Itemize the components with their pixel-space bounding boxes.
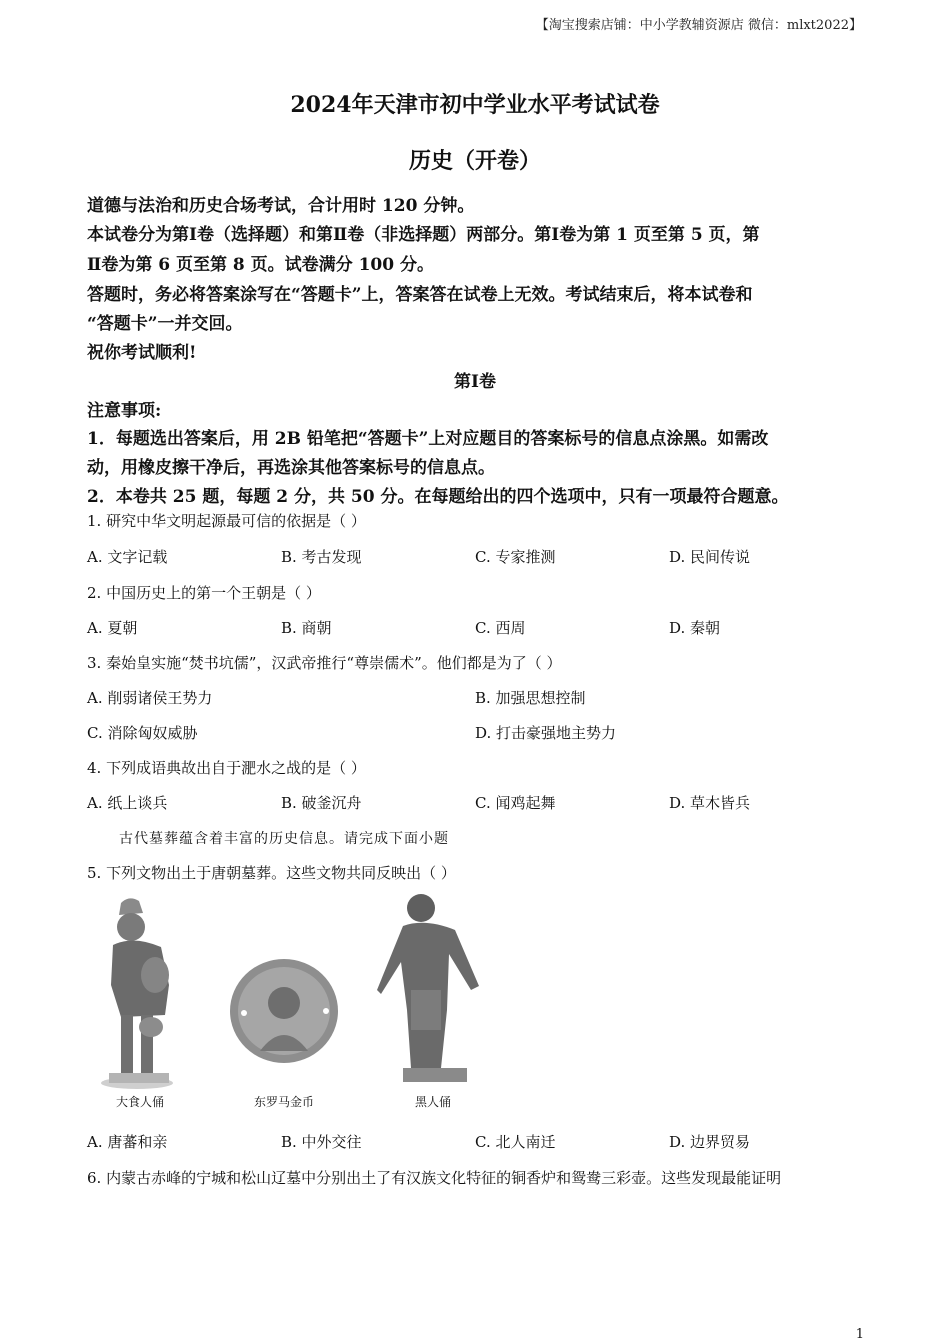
notes-title: 注意事项: <box>87 401 162 421</box>
question-2-stem: 2. 中国历史上的第一个王朝是（ ） <box>87 584 321 602</box>
option-c: C. 西周 <box>475 619 526 637</box>
note-line: 2．本卷共 25 题，每题 2 分，共 50 分。在每题给出的四个选项中，只有一项最符合题意。 <box>87 487 789 507</box>
byzantine-coin-image <box>228 955 340 1067</box>
note-line: 动，用橡皮擦干净后，再选涂其他答案标号的信息点。 <box>87 458 495 478</box>
note-line: 1．每题选出答案后，用 2B 铅笔把“答题卡”上对应题目的答案标号的信息点涂黑。如需改 <box>87 429 769 449</box>
option-b: B. 商朝 <box>281 619 332 637</box>
option-b: B. 加强思想控制 <box>475 689 586 707</box>
option-a: A. 文字记载 <box>87 548 168 566</box>
option-a: A. 唐蕃和亲 <box>87 1133 168 1151</box>
figure-caption: 大食人俑 <box>115 1095 164 1109</box>
option-d: D. 草木皆兵 <box>669 794 751 812</box>
question-1-stem: 1. 研究中华文明起源最可信的依据是（ ） <box>87 512 366 530</box>
header-note: 【淘宝搜索店铺：中小学教辅资源店 微信：mlxt2022】 <box>535 18 862 33</box>
figure-caption: 东罗马金币 <box>253 1095 314 1109</box>
question-3-stem: 3. 秦始皇实施“焚书坑儒”，汉武帝推行“尊崇儒术”。他们都是为了（ ） <box>87 654 562 672</box>
option-d: D. 秦朝 <box>669 619 721 637</box>
page-subtitle: 历史（开卷） <box>408 148 541 174</box>
intro-line: 答题时，务必将答案涂写在“答题卡”上，答案答在试卷上无效。考试结束后，将本试卷和 <box>87 285 753 305</box>
option-c: C. 消除匈奴威胁 <box>87 724 198 742</box>
option-b: B. 考古发现 <box>281 548 362 566</box>
option-a: A. 夏朝 <box>87 619 138 637</box>
page-title: 2024年天津市初中学业水平考试试卷 <box>290 92 660 118</box>
intro-line: Ⅱ卷为第 6 页至第 8 页。试卷满分 100 分。 <box>87 255 434 275</box>
option-a: A. 纸上谈兵 <box>87 794 168 812</box>
black-figurine-image <box>375 890 485 1085</box>
section-title: 第Ⅰ卷 <box>454 372 496 392</box>
group-intro: 古代墓葬蕴含着丰富的历史信息。请完成下面小题 <box>119 831 449 847</box>
option-b: B. 中外交往 <box>281 1133 362 1151</box>
option-c: C. 专家推测 <box>475 548 556 566</box>
option-c: C. 闻鸡起舞 <box>475 794 556 812</box>
question-4-stem: 4. 下列成语典故出自于淝水之战的是（ ） <box>87 759 366 777</box>
question-6-stem: 6. 内蒙古赤峰的宁城和松山辽墓中分别出土了有汉族文化特征的铜香炉和鸳鸯三彩壶。这些发现最能证明 <box>87 1169 782 1187</box>
option-c: C. 北人南迁 <box>475 1133 556 1151</box>
figure-caption: 黑人俑 <box>414 1095 451 1109</box>
option-d: D. 打击豪强地主势力 <box>475 724 617 742</box>
option-d: D. 民间传说 <box>669 548 751 566</box>
intro-line: 祝你考试顺利! <box>87 343 197 363</box>
page-number: 1 <box>855 1327 864 1342</box>
intro-line: 本试卷分为第Ⅰ卷（选择题）和第Ⅱ卷（非选择题）两部分。第Ⅰ卷为第 1 页至第 5 页，第 <box>87 225 760 245</box>
intro-line: “答题卡”一并交回。 <box>87 314 243 334</box>
option-a: A. 削弱诸侯王势力 <box>87 689 213 707</box>
option-b: B. 破釜沉舟 <box>281 794 362 812</box>
intro-line: 道德与法治和历史合场考试，合计用时 120 分钟。 <box>87 196 475 216</box>
dashi-figurine-image <box>95 895 185 1090</box>
option-d: D. 边界贸易 <box>669 1133 751 1151</box>
question-5-stem: 5. 下列文物出土于唐朝墓葬。这些文物共同反映出（ ） <box>87 864 456 882</box>
